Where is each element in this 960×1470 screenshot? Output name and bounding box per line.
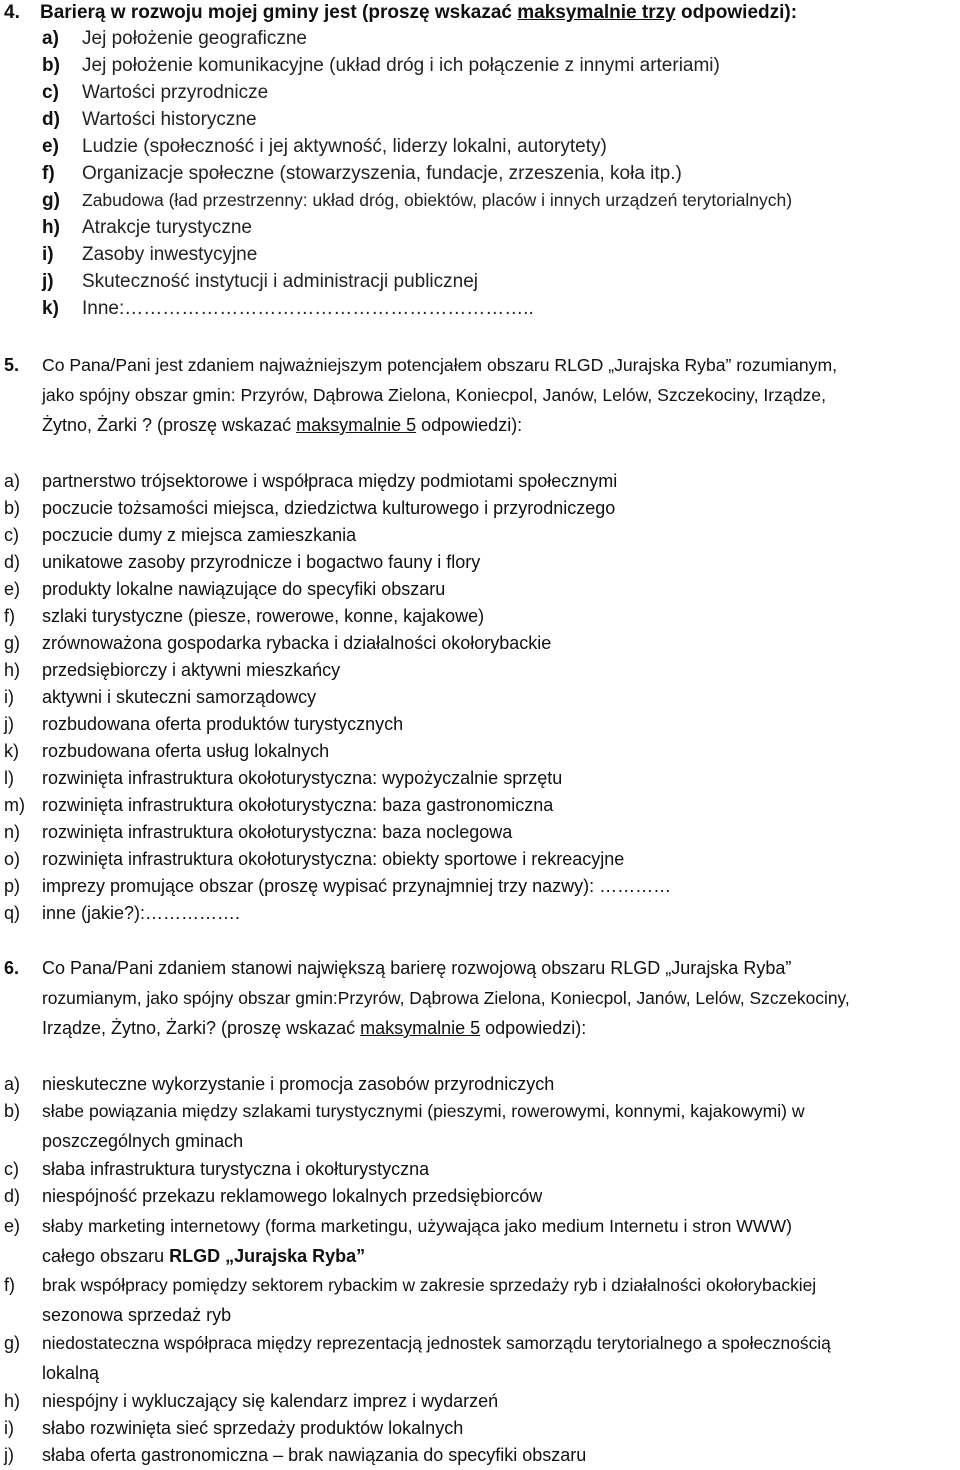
question-line bbox=[42, 1013, 960, 1043]
question-text-end: odpowiedzi): bbox=[416, 415, 523, 435]
option-4g[interactable] bbox=[42, 187, 792, 214]
option-letter: g) bbox=[42, 190, 60, 211]
option-text: słabo rozwinięta sieć sprzedaży produktów lokalnych bbox=[42, 1418, 464, 1438]
option-letter: d) bbox=[42, 109, 60, 130]
option-text: rozwinięta infrastruktura okołoturystyczna: baza gastronomiczna bbox=[42, 795, 554, 815]
option-4c[interactable] bbox=[42, 79, 268, 106]
option-4f[interactable] bbox=[42, 160, 682, 187]
option-4d[interactable] bbox=[42, 106, 257, 133]
option-letter: c) bbox=[42, 82, 59, 103]
option-text: rozwinięta infrastruktura okołoturystyczna: wypożyczalnie sprzętu bbox=[42, 768, 563, 788]
option-letter: b) bbox=[4, 1101, 21, 1121]
option-text: Inne:……………………………………………………….. bbox=[82, 298, 534, 319]
option-line: brak współpracy pomiędzy sektorem rybackim w zakresie sprzedaży ryb i działalności okołorybackiej bbox=[42, 1275, 817, 1295]
question-4-heading bbox=[4, 2, 797, 24]
question-text-end: odpowiedzi): bbox=[480, 1018, 587, 1038]
question-text-start: Irządze, Żytno, Żarki? (proszę wskazać bbox=[42, 1018, 361, 1038]
option-6b[interactable] bbox=[4, 1096, 954, 1154]
option-text: niespójny i wykluczający się kalendarz imprez i wydarzeń bbox=[42, 1391, 499, 1411]
option-letter: b) bbox=[42, 55, 60, 76]
option-letter: j) bbox=[42, 271, 54, 292]
question-text-start: Żytno, Żarki ? (proszę wskazać bbox=[42, 415, 297, 435]
option-text: poczucie dumy z miejsca zamieszkania bbox=[42, 525, 357, 545]
option-text: imprezy promujące obszar (proszę wypisać przynajmniej trzy nazwy): ………… bbox=[42, 876, 672, 896]
option-text: Zasoby inwestycyjne bbox=[82, 244, 258, 265]
option-6e[interactable] bbox=[4, 1211, 954, 1269]
option-letter: d) bbox=[4, 1186, 21, 1206]
option-text: Atrakcje turystyczne bbox=[82, 217, 252, 238]
option-letter: o) bbox=[4, 849, 21, 869]
option-6g[interactable] bbox=[4, 1328, 954, 1386]
option-letter: n) bbox=[4, 822, 21, 842]
option-text bbox=[42, 1328, 960, 1388]
option-letter: e) bbox=[4, 1216, 21, 1236]
option-letter: a) bbox=[42, 28, 59, 49]
option-letter: m) bbox=[4, 795, 25, 815]
option-letter: a) bbox=[4, 1074, 21, 1094]
option-text: unikatowe zasoby przyrodnicze i bogactwo fauny i flory bbox=[42, 552, 481, 572]
question-line: rozumianym, jako spójny obszar gmin:Przyrów, Dąbrowa Zielona, Koniecpol, Janów, Lelów, Szczekociny, bbox=[42, 988, 850, 1008]
option-text: inne (jakie?):……………. bbox=[42, 903, 241, 923]
option-letter: g) bbox=[4, 633, 21, 653]
option-letter: i) bbox=[4, 687, 14, 707]
option-letter: i) bbox=[4, 1418, 14, 1438]
option-letter: j) bbox=[4, 714, 14, 734]
option-4h[interactable] bbox=[42, 214, 252, 241]
option-6f[interactable] bbox=[4, 1270, 954, 1328]
question-line: jako spójny obszar gmin: Przyrów, Dąbrowa Zielona, Koniecpol, Janów, Lelów, Szczekociny, Irządze, bbox=[42, 385, 826, 405]
option-4e[interactable] bbox=[42, 133, 607, 160]
question-text bbox=[42, 350, 960, 440]
question-5-heading bbox=[4, 350, 949, 442]
option-letter: c) bbox=[4, 525, 19, 545]
option-text: aktywni i skuteczni samorządowcy bbox=[42, 687, 317, 707]
option-letter: a) bbox=[4, 471, 21, 491]
option-line: lokalną bbox=[42, 1363, 100, 1383]
option-text: poczucie tożsamości miejsca, dziedzictwa kulturowego i przyrodniczego bbox=[42, 498, 616, 518]
option-letter: k) bbox=[4, 741, 19, 761]
option-text: Skuteczność instytucji i administracji publicznej bbox=[82, 271, 478, 292]
option-line: słabe powiązania między szlakami turystycznymi (pieszymi, rowerowymi, konnymi, kajakowymi) w bbox=[42, 1101, 805, 1121]
option-letter: b) bbox=[4, 498, 21, 518]
option-letter: k) bbox=[42, 298, 59, 319]
option-text: przedsiębiorczy i aktywni mieszkańcy bbox=[42, 660, 341, 680]
option-text: rozbudowana oferta usług lokalnych bbox=[42, 741, 330, 761]
option-text: rozbudowana oferta produktów turystycznych bbox=[42, 714, 404, 734]
question-number: 4. bbox=[4, 2, 20, 23]
option-text bbox=[42, 1211, 960, 1271]
option-4b[interactable] bbox=[42, 52, 720, 79]
option-line: poszczególnych gminach bbox=[42, 1131, 244, 1151]
option-text bbox=[42, 1270, 960, 1330]
option-text: Organizacje społeczne (stowarzyszenia, fundacje, zrzeszenia, koła itp.) bbox=[82, 163, 682, 184]
option-text: Ludzie (społeczność i jej aktywność, liderzy lokalni, autorytety) bbox=[82, 136, 607, 157]
option-4a[interactable] bbox=[42, 25, 307, 52]
option-4j[interactable] bbox=[42, 268, 478, 295]
option-text: rozwinięta infrastruktura okołoturystyczna: obiekty sportowe i rekreacyjne bbox=[42, 849, 625, 869]
option-letter: d) bbox=[4, 552, 21, 572]
question-6-heading bbox=[4, 953, 949, 1045]
option-letter: i) bbox=[42, 244, 54, 265]
question-emphasis: maksymalnie trzy bbox=[517, 2, 676, 23]
option-letter: f) bbox=[4, 1275, 15, 1295]
option-text: nieskuteczne wykorzystanie i promocja zasobów przyrodniczych bbox=[42, 1074, 555, 1094]
question-text: Barierą w rozwoju mojej gminy jest (proszę wskazać bbox=[40, 2, 518, 23]
option-line bbox=[42, 1241, 960, 1271]
option-line: słaby marketing internetowy (forma marketingu, używająca jako medium Internetu i stron WWW) bbox=[42, 1216, 792, 1236]
question-emphasis: maksymalnie 5 bbox=[296, 415, 417, 435]
question-line: Co Pana/Pani zdaniem stanowi największą barierę rozwojową obszaru RLGD „Jurajska Ryba” bbox=[42, 958, 792, 978]
option-text: słaba infrastruktura turystyczna i okołturystyczna bbox=[42, 1159, 430, 1179]
question-line: Co Pana/Pani jest zdaniem najważniejszym potencjałem obszaru RLGD „Jurajska Ryba” rozumianym, bbox=[42, 355, 837, 375]
question-number: 5. bbox=[4, 355, 20, 375]
option-letter: j) bbox=[4, 1445, 14, 1465]
option-text: słaba oferta gastronomiczna – brak nawiązania do specyfiki obszaru bbox=[42, 1445, 587, 1465]
option-text: Jej położenie geograficzne bbox=[82, 28, 307, 49]
option-letter: h) bbox=[4, 660, 21, 680]
question-number: 6. bbox=[4, 958, 20, 978]
option-text: niespójność przekazu reklamowego lokalnych przedsiębiorców bbox=[42, 1186, 543, 1206]
question-emphasis: maksymalnie 5 bbox=[360, 1018, 481, 1038]
option-text: Jej położenie komunikacyjne (układ dróg i ich połączenie z innymi arteriami) bbox=[82, 55, 720, 76]
option-text: Zabudowa (ład przestrzenny: układ dróg, obiektów, placów i innych urządzeń terytorialnych) bbox=[82, 190, 793, 210]
option-letter: e) bbox=[4, 579, 21, 599]
option-text: zrównoważona gospodarka rybacka i działalności okołorybackie bbox=[42, 633, 552, 653]
option-text: produkty lokalne nawiązujące do specyfiki obszaru bbox=[42, 579, 446, 599]
option-letter: p) bbox=[4, 876, 21, 896]
option-letter: h) bbox=[4, 1391, 21, 1411]
option-text bbox=[42, 1096, 960, 1156]
option-text: Wartości przyrodnicze bbox=[82, 82, 269, 103]
option-letter: q) bbox=[4, 903, 21, 923]
option-text: Wartości historyczne bbox=[82, 109, 257, 130]
option-letter: e) bbox=[42, 136, 59, 157]
option-letter: g) bbox=[4, 1333, 21, 1353]
question-text bbox=[42, 953, 960, 1043]
option-text-bold: RLGD „Jurajska Ryba” bbox=[169, 1246, 366, 1266]
option-letter: l) bbox=[4, 768, 14, 788]
question-text-end: odpowiedzi): bbox=[675, 2, 798, 23]
option-line: sezonowa sprzedaż ryb bbox=[42, 1305, 232, 1325]
option-4i[interactable] bbox=[42, 241, 257, 268]
option-letter: c) bbox=[4, 1159, 19, 1179]
option-letter: f) bbox=[42, 163, 55, 184]
option-text: szlaki turystyczne (piesze, rowerowe, konne, kajakowe) bbox=[42, 606, 485, 626]
option-text: partnerstwo trójsektorowe i współpraca między podmiotami społecznymi bbox=[42, 471, 618, 491]
option-letter: h) bbox=[42, 217, 60, 238]
option-text-start: całego obszaru bbox=[42, 1246, 170, 1266]
option-line: niedostateczna współpraca między reprezentacją jednostek samorządu terytorialnego a społecznością bbox=[42, 1333, 831, 1353]
question-line bbox=[42, 410, 960, 440]
option-text: rozwinięta infrastruktura okołoturystyczna: baza noclegowa bbox=[42, 822, 513, 842]
option-letter: f) bbox=[4, 606, 15, 626]
option-4k[interactable] bbox=[42, 295, 534, 322]
